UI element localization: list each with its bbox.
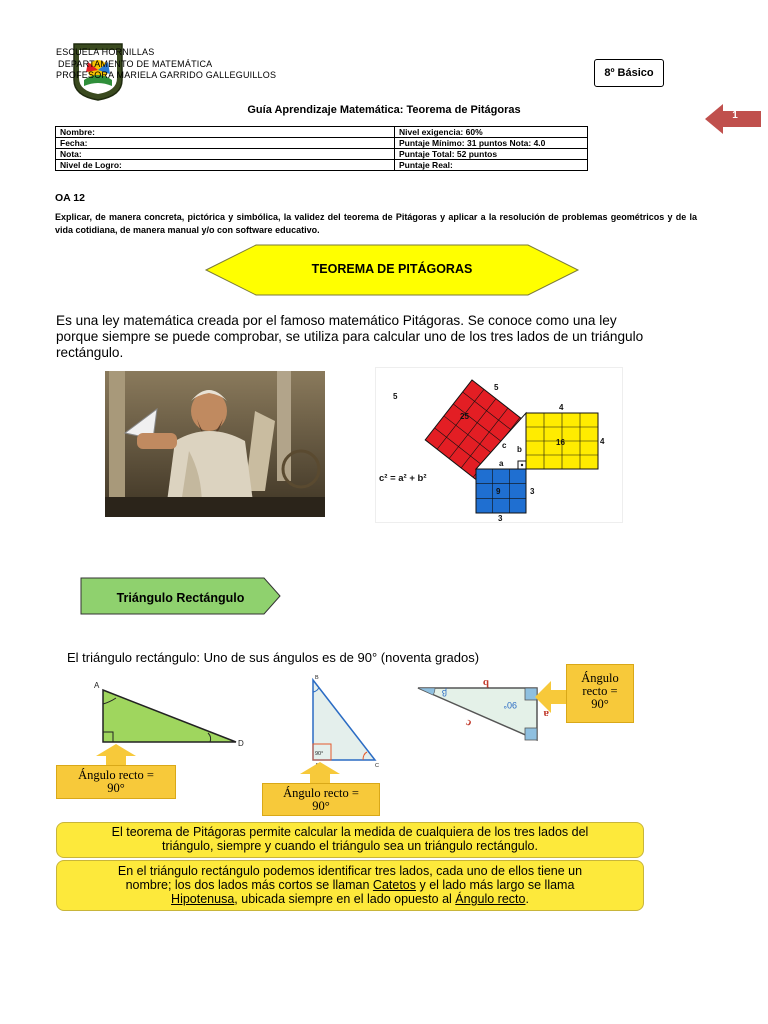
vertex-a-label: A [94,681,100,690]
angle-90-label-3: 90° [503,700,517,710]
info-text: triángulo, siempre y cuando el triángulo sea un triángulo rectángulo. [162,839,538,853]
side-a-label-right: 3 [530,487,535,496]
table-cell: Puntaje Total: 52 puntos [395,149,588,160]
sides-info-box [56,860,644,911]
table-row [56,160,588,171]
square-b-value: 16 [556,438,565,447]
pythagoras-squares-figure [375,367,623,523]
callout-text: recto = [582,684,618,698]
info-text: y el lado más largo se llama [416,878,575,892]
right-triangle-2 [303,674,385,769]
oa-label: OA 12 [55,192,85,204]
right-angle-callout-1 [56,765,176,799]
table-row [56,127,588,138]
name-field[interactable]: Nombre: [56,127,395,138]
table-row [56,149,588,160]
table-cell: Puntaje Mínimo: 31 puntos Nota: 4.0 [395,138,588,149]
page-number: 1 [732,110,738,121]
grade-box: 8º Básico [594,59,664,87]
vertex-b-label: B [315,675,319,681]
pythagoras-formula: c² = a² + b² [379,473,427,484]
side-a-label-bottom: 3 [498,514,503,522]
school-name: ESCUELA HORNILLAS [56,47,155,57]
callout-text: 90° [591,697,609,711]
info-text: , ubicada siempre en el lado opuesto al [234,892,456,906]
right-angle-callout-2 [262,783,380,816]
callout-text: Ángulo recto = [78,768,154,782]
side-c-text: c [463,716,474,730]
angulo-recto-link[interactable]: Ángulo recto [455,892,526,906]
hipotenusa-link[interactable]: Hipotenusa [171,892,235,906]
square-a-value: 9 [496,487,501,496]
side-a-text: a [543,708,549,720]
info-text [57,892,643,906]
callout-text: 90° [107,781,125,795]
theorem-info-box [56,822,644,858]
date-field[interactable]: Fecha: [56,138,395,149]
department-name: DEPARTAMENTO DE MATEMÁTICA [58,59,213,69]
callout-text: 90° [312,799,330,813]
side-b-label-top: 4 [559,403,564,412]
real-score-field[interactable]: Puntaje Real: [395,160,588,171]
learning-objective: Explicar, de manera concreta, pictórica y simbólica, la validez del teorema de Pitágoras y aplicar a la resolución de problemas geométricos y de la vida cotidiana, de manera manual y/o con software educativo. [55,212,697,235]
side-b-letter: b [517,445,522,454]
info-text: . [525,892,529,906]
teacher-name: PROFESORA MARIELA GARRIDO GALLEGUILLOS [56,70,277,80]
arrow-left-icon [535,681,569,718]
catetos-link[interactable]: Catetos [372,878,417,892]
side-c-label-left: 5 [393,392,398,401]
grade-field[interactable]: Nota: [56,149,395,160]
side-a-letter: a [499,459,504,468]
document-title: Guía Aprendizaje Matemática: Teorema de Pitágoras [247,104,521,116]
table-cell: Nivel exigencia: 60% [395,127,588,138]
side-b-text: b [482,680,489,689]
info-text: En el triángulo rectángulo podemos identificar tres lados, cada uno de ellos tiene un [117,864,583,878]
pythagoras-painting [105,371,325,517]
side-c-label-top: 5 [494,383,499,392]
section-title: Triángulo Rectángulo [116,591,245,605]
vertex-d-label: D [238,739,244,748]
info-text [57,878,643,892]
side-b-label-right: 4 [600,437,605,446]
angle-90-label: 90° [315,751,324,757]
achievement-field[interactable]: Nivel de Logro: [56,160,395,171]
callout-text: Ángulo [581,671,619,685]
right-angle-callout-3 [566,664,634,723]
side-c-letter: c [502,441,507,450]
triangle-definition: El triángulo rectángulo: Uno de sus ángulos es de 90° (noventa grados) [67,650,480,665]
vertex-c-label: C [375,763,379,769]
square-c-value: 25 [460,412,469,421]
table-row [56,138,588,149]
banner-title: TEOREMA DE PITÁGORAS [311,262,473,276]
intro-text: Es una ley matemática creada por el famoso matemático Pitágoras. Se conoce como una ley porque siempre se puede comprobar, se utiliza para calcular uno de los tres lados de un triángulo rectángulo. [56,313,644,360]
info-text: nombre; los dos lados más cortos se llaman [125,878,373,892]
callout-text: Ángulo recto = [283,786,359,800]
student-info-table [55,126,588,171]
info-text: El teorema de Pitágoras permite calcular la medida de cualquiera de los tres lados del [111,825,589,839]
angle-beta-label: β [441,688,447,698]
